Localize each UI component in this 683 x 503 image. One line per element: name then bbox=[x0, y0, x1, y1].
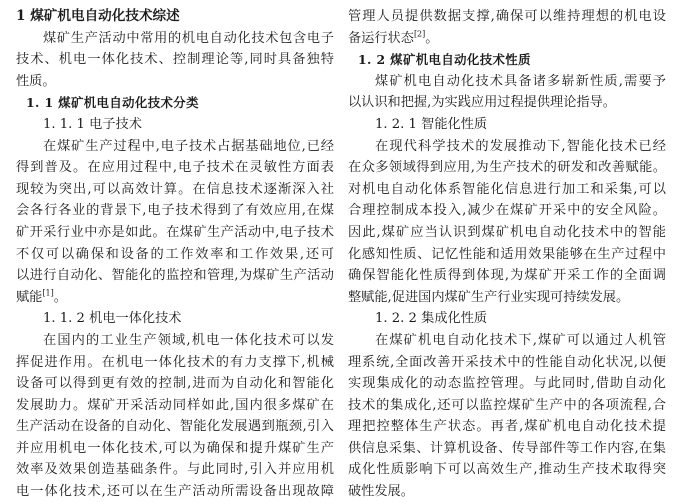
paragraph-line: 理把控整体生产状态。再者,煤矿机电自动化技术提 bbox=[348, 419, 666, 435]
paragraph-line: 在煤矿生产过程中,电子技术占据基础地位,已经 bbox=[43, 138, 334, 154]
paragraph-line: 电一体化技术,还可以在生产活动所需设备出现故障 bbox=[16, 484, 334, 500]
paragraph-line: 以进行自动化、智能化的监控和管理,为煤矿生产活动 bbox=[16, 268, 334, 284]
paragraph-line: 供信息采集、计算机设备、传导部件等工作内容,在集 bbox=[348, 440, 666, 456]
paragraph-line: 煤矿机电自动化技术具备诸多崭新性质,需要予 bbox=[375, 73, 666, 89]
paragraph-line: 确保智能化性质得到体现,为煤矿开采工作的全面调 bbox=[348, 268, 666, 284]
paragraph-line: 性质。 bbox=[16, 73, 56, 89]
section-1-2-1-paragraph bbox=[348, 136, 666, 309]
paragraph-line: 在现代科学技术的发展推动下,智能化技术已经 bbox=[375, 138, 666, 154]
paragraph-line: 破性发展。 bbox=[348, 484, 414, 500]
citation-ref: [1] bbox=[42, 288, 54, 298]
section-1-1-2-paragraph bbox=[16, 330, 334, 503]
paragraph-line: 现较为突出,可以高效计算。在信息技术逐渐深入社 bbox=[16, 181, 334, 197]
section-1-2-title: 1. 2 煤矿机电自动化技术性质 bbox=[358, 52, 531, 68]
paragraph-line: 理系统,全面改善开采技术中的性能自动化状况,以便 bbox=[348, 354, 666, 370]
section-1-2-1-title: 1. 2. 1 智能化性质 bbox=[375, 116, 488, 132]
paragraph-line: 对机电自动化体系智能化信息进行加工和采集,可以 bbox=[348, 181, 666, 197]
left-column bbox=[16, 6, 334, 503]
paragraph-line: 在煤矿机电自动化技术下,煤矿可以通过人机管 bbox=[375, 332, 666, 348]
paragraph-line bbox=[348, 28, 666, 50]
paragraph-line: 矿开采行业中亦是如此。在煤矿生产活动中,电子技术 bbox=[16, 224, 334, 240]
paragraph-text: 。 bbox=[53, 289, 67, 305]
paragraph-line: 设备可以得到更有效的控制,进而为自动化和智能化 bbox=[16, 376, 334, 392]
paragraph-text: 备运行状态 bbox=[348, 30, 414, 46]
section-1-1-title: 1. 1 煤矿机电自动化技术分类 bbox=[26, 95, 199, 111]
paragraph-line: 化感知性质、记忆性能和适用效果能够在生产过程中 bbox=[348, 246, 666, 262]
paragraph-line: 会各行各业的背景下,电子技术得到了有效应用,在煤 bbox=[16, 203, 334, 219]
section-1-2-paragraph bbox=[348, 71, 666, 114]
paragraph-line: 技术的集成化,还可以监控煤矿生产中的各项流程,合 bbox=[348, 397, 666, 413]
paragraph-line: 效率及效果创造基础条件。与此同时,引入并应用机 bbox=[16, 462, 334, 478]
section-1-2-2-paragraph bbox=[348, 330, 666, 503]
paragraph-line: 合理控制成本投入,减少在煤矿开采中的安全风险。 bbox=[348, 203, 666, 219]
section-1-1-1-paragraph bbox=[16, 136, 334, 309]
section-1-title: 1 煤矿机电自动化技术综述 bbox=[16, 8, 180, 24]
section-1-1-2-title: 1. 1. 2 机电一体化技术 bbox=[43, 311, 182, 327]
paragraph-line: 挥促进作用。在机电一体化技术的有力支撑下,机械 bbox=[16, 354, 334, 370]
paragraph-line: 煤矿生产活动中常用的机电自动化技术包含电子 bbox=[43, 30, 334, 46]
paragraph-line: 以认识和把握,为实践应用过程提供理论指导。 bbox=[348, 95, 616, 111]
paragraph-line: 并应用机电一体化技术,可以为确保和提升煤矿生产 bbox=[16, 440, 334, 456]
paragraph-line: 成化性质影响下可以高效生产,推动生产技术取得突 bbox=[348, 462, 666, 478]
paragraph-line: 在众多领域得到应用,为生产技术的研发和改善赋能。 bbox=[348, 160, 666, 176]
paragraph-line: 不仅可以确保和设备的工作效率和工作效果,还可 bbox=[16, 246, 334, 262]
paragraph-line bbox=[16, 287, 334, 309]
paragraph-line: 技术、机电一体化技术、控制理论等,同时具备独特 bbox=[16, 52, 334, 68]
paragraph-line: 发展助力。煤矿开采活动同样如此,国内很多煤矿在 bbox=[16, 397, 334, 413]
paragraph-line: 生产活动在设备的自动化、智能化发展遇到瓶颈,引入 bbox=[16, 419, 334, 435]
paragraph-line: 实现集成化的动态监控管理。与此同时,借助自动化 bbox=[348, 376, 666, 392]
paragraph-line: 得到普及。在应用过程中,电子技术在灵敏性方面表 bbox=[16, 160, 334, 176]
citation-ref: [2] bbox=[413, 29, 426, 39]
section-1-paragraph bbox=[16, 28, 334, 93]
section-1-2-2-title: 1. 2. 2 集成化性质 bbox=[375, 311, 488, 327]
right-column bbox=[348, 6, 666, 503]
section-1-1-1-title: 1. 1. 1 电子技术 bbox=[43, 116, 142, 132]
paragraph-text: 。 bbox=[425, 30, 439, 46]
continued-paragraph bbox=[348, 6, 666, 49]
paragraph-text: 赋能 bbox=[16, 289, 43, 305]
paragraph-line: 管理人员提供数据支撑,确保可以维持理想的机电设 bbox=[348, 9, 666, 24]
paragraph-line: 整赋能,促进国内煤矿生产行业实现可持续发展。 bbox=[348, 289, 630, 305]
paragraph-line: 因此,煤矿应当认识到煤矿机电自动化技术中的智能 bbox=[348, 224, 666, 240]
paragraph-line: 在国内的工业生产领域,机电一体化技术可以发 bbox=[43, 332, 334, 348]
